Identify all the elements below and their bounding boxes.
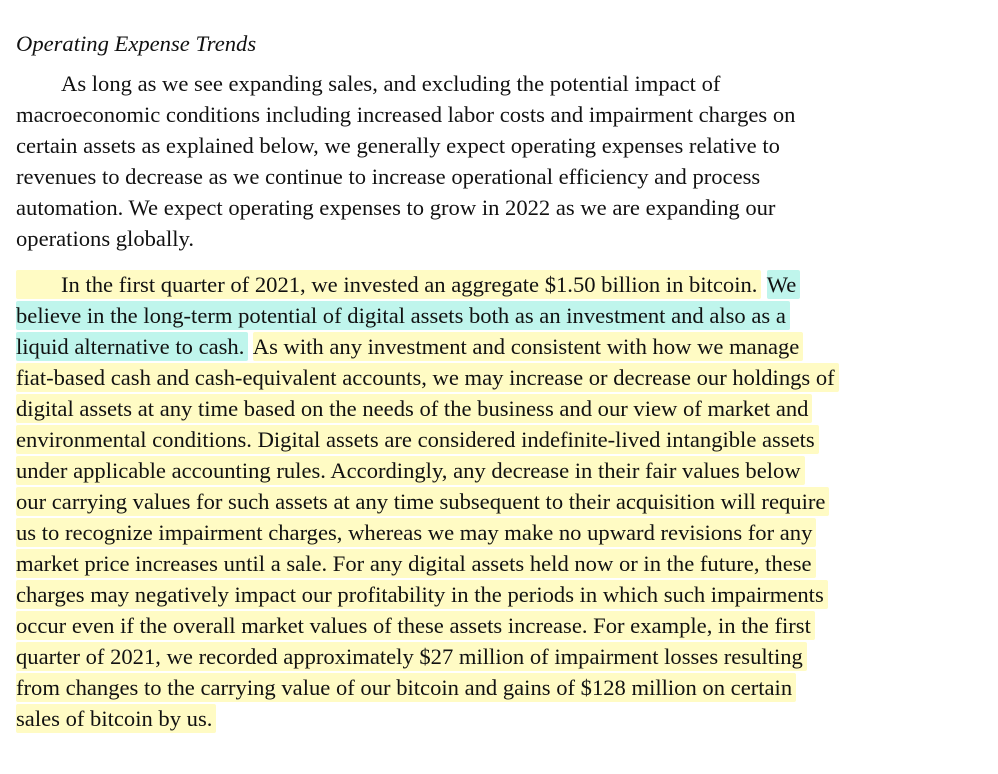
highlight-yellow: sales of bitcoin by us.: [16, 704, 216, 733]
text-line: [16, 424, 991, 455]
highlight-cyan: believe in the long-term potential of digital assets both as an investment and also as a: [16, 301, 790, 330]
highlight-cyan: We: [767, 270, 801, 299]
text-line: automation. We expect operating expenses to grow in 2022 as we are expanding our: [16, 195, 776, 220]
text-line: [16, 517, 991, 548]
paragraph-bitcoin-investment: [16, 269, 991, 734]
text-line: [16, 393, 991, 424]
highlight-yellow: quarter of 2021, we recorded approximately $27 million of impairment losses resulting: [16, 642, 807, 671]
text-line: [16, 455, 991, 486]
text-line: certain assets as explained below, we generally expect operating expenses relative to: [16, 133, 780, 158]
text-line: revenues to decrease as we continue to increase operational efficiency and process: [16, 164, 761, 189]
text-line: As long as we see expanding sales, and excluding the potential impact of: [61, 71, 721, 96]
highlight-yellow: fiat-based cash and cash-equivalent accounts, we may increase or decrease our holdings of: [16, 363, 839, 392]
text-line: [16, 486, 991, 517]
highlight-yellow: us to recognize impairment charges, whereas we may make no upward revisions for any: [16, 518, 816, 547]
highlight-yellow: under applicable accounting rules. Accordingly, any decrease in their fair values below: [16, 456, 805, 485]
highlight-yellow: In the first quarter of 2021, we invested an aggregate $1.50 billion in bitcoin.: [16, 270, 761, 299]
highlight-yellow: occur even if the overall market values of these assets increase. For example, in the first: [16, 611, 815, 640]
highlight-yellow: environmental conditions. Digital assets are considered indefinite-lived intangible assets: [16, 425, 819, 454]
text-line: [16, 610, 991, 641]
text-line: [16, 300, 991, 331]
text-line: [16, 548, 991, 579]
section-heading: Operating Expense Trends: [16, 31, 257, 56]
highlight-yellow: As with any investment and consistent with how we manage: [253, 332, 804, 361]
paragraph-operating-expenses: [16, 68, 991, 254]
text-line: [16, 703, 991, 734]
text-line: macroeconomic conditions including increased labor costs and impairment charges on: [16, 102, 796, 127]
text-line: [16, 579, 991, 610]
document: [16, 28, 991, 734]
highlight-yellow: digital assets at any time based on the needs of the business and our view of market and: [16, 394, 812, 423]
highlight-yellow: from changes to the carrying value of our bitcoin and gains of $128 million on certain: [16, 673, 796, 702]
highlight-yellow: market price increases until a sale. For any digital assets held now or in the future, these: [16, 549, 816, 578]
text-line: [16, 362, 991, 393]
text-line: [16, 641, 991, 672]
text-line: [16, 672, 991, 703]
highlight-yellow: charges may negatively impact our profitability in the periods in which such impairments: [16, 580, 828, 609]
highlight-yellow: our carrying values for such assets at any time subsequent to their acquisition will require: [16, 487, 829, 516]
text-line: [16, 331, 991, 362]
text-line: [16, 269, 991, 300]
text-line: operations globally.: [16, 226, 194, 251]
highlight-cyan: liquid alternative to cash.: [16, 332, 248, 361]
